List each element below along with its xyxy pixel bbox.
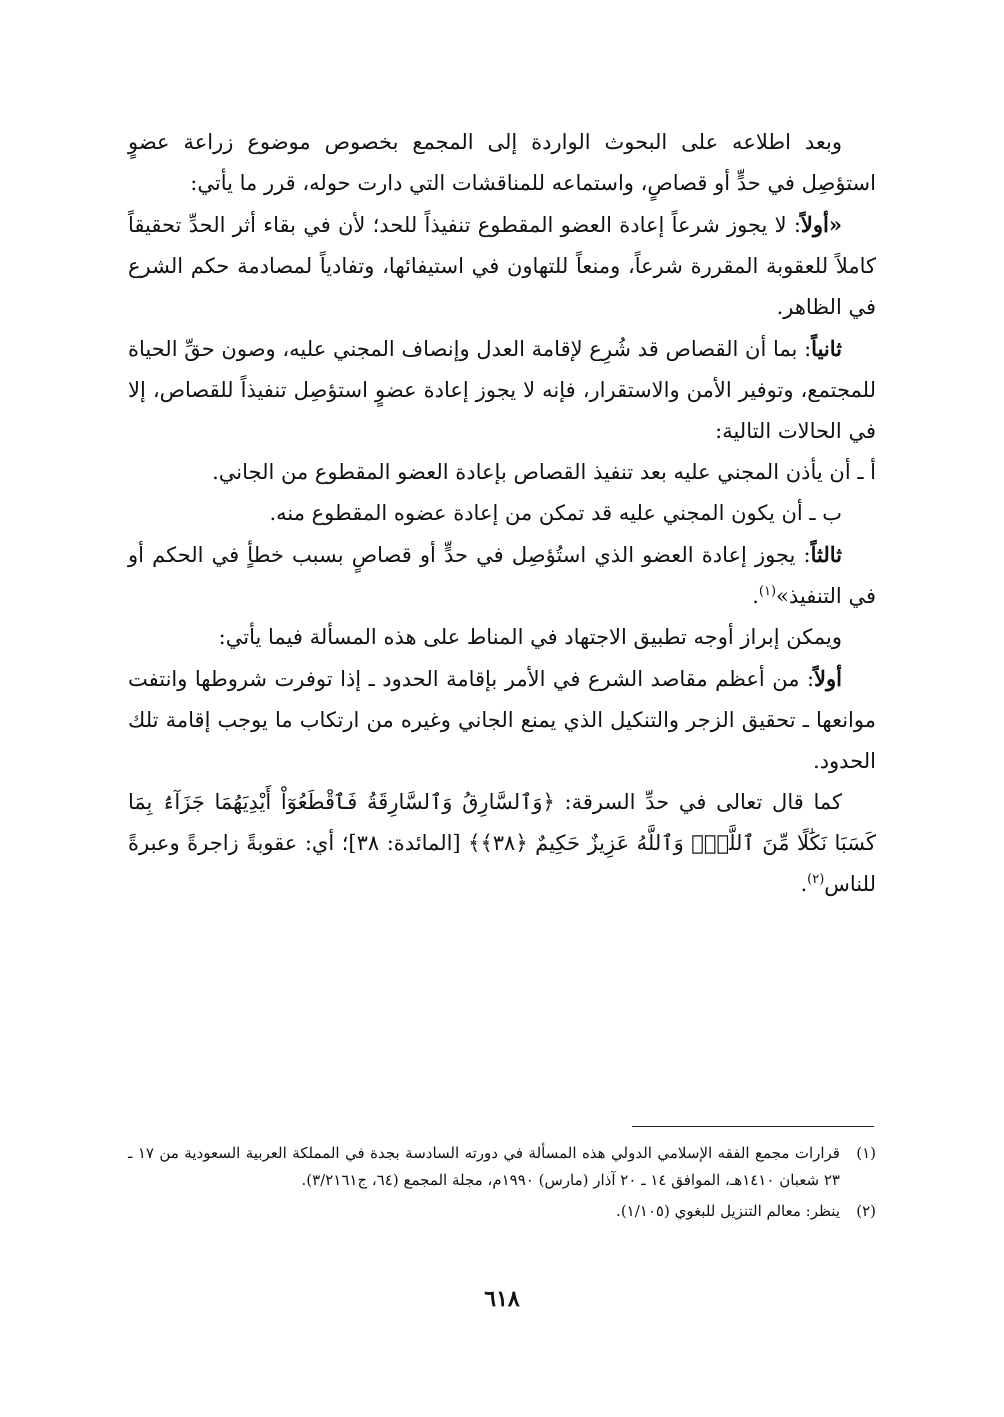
paragraph-intro-text: وبعد اطلاعه على البحوث الواردة إلى المجمع بخصوص موضوع زراعة عضوٍ استؤصِل في حدٍّ أو قصاصٍ، واستماعه للمناقشات التي دارت حوله، قرر ما يأتي: bbox=[128, 130, 876, 195]
list-item-b bbox=[128, 493, 876, 534]
paragraph-quran-citation bbox=[128, 782, 876, 905]
paragraph-first-ruling bbox=[128, 204, 876, 328]
paragraph-second-ruling bbox=[128, 328, 876, 452]
first-aspect-text: : من أعظم مقاصد الشرع في الأمر بإقامة الحدود ـ إذا توفرت شروطها وانتفت موانعها ـ تحقيق الزجر والتنكيل الذي يمنع الجاني وغيره من ارتكاب ما يوجب إقامة تلك الحدود. bbox=[128, 667, 876, 773]
first-ruling-heading: «أولاً bbox=[800, 212, 842, 237]
first-ruling-text: : لا يجوز شرعاً إعادة العضو المقطوع تنفيذاً للحد؛ لأن في بقاء أثر الحدِّ تحقيقاً كاملاً للعقوبة المقررة شرعاً، ومنعاً للتهاون في استيفائها، وتفادياً لمصادمة حكم الشرع في الظاهر. bbox=[128, 213, 876, 319]
paragraph-third-ruling bbox=[128, 534, 876, 617]
footnote-number: (١) bbox=[856, 1144, 876, 1162]
page-number: ٦١٨ bbox=[484, 1286, 520, 1312]
footnote-ref-2[interactable]: (٢) bbox=[807, 872, 825, 887]
paragraph-application bbox=[128, 617, 876, 658]
quran-intro-text: كما قال تعالى في حدِّ السرقة: bbox=[554, 790, 842, 814]
quran-paragraph-end: . bbox=[800, 872, 808, 896]
footnote-text: قرارات مجمع الفقه الإسلامي الدولي هذه المسألة في دورته السادسة بجدة في المملكة العربية السعودية من ١٧ ـ ٢٣ شعبان ١٤١٠هـ، الموافق ١٤ ـ ٢٠ آذار (مارس) ١٩٩٠م، مجلة المجمع (٦٤، ج٣/٢١٦١). bbox=[128, 1144, 840, 1189]
list-item-a bbox=[128, 452, 876, 493]
second-ruling-text: : بما أن القصاص قد شُرِع لإقامة العدل وإنصاف المجني عليه، وصون حقِّ الحياة للمجتمع، وتوفير الأمن والاستقرار، فإنه لا يجوز إعادة عضوٍ استؤصِل تنفيذاً للقصاص، إلا في الحالات التالية: bbox=[128, 337, 876, 443]
main-text bbox=[128, 122, 876, 905]
third-ruling-text: : يجوز إعادة العضو الذي استُؤصِل في حدٍّ أو قصاصٍ بسبب خطأٍ في الحكم أو في التنفيذ» bbox=[128, 543, 876, 608]
paragraph-first-aspect bbox=[128, 658, 876, 782]
footnotes bbox=[128, 1140, 876, 1229]
footnote-text: ينظر: معالم التنزيل للبغوي (١/١٠٥). bbox=[616, 1202, 840, 1220]
second-ruling-heading: ثانياً bbox=[811, 336, 842, 361]
list-item-b-text: ب ـ أن يكون المجني عليه قد تمكن من إعادة عضوه المقطوع منه. bbox=[269, 501, 842, 525]
quran-explanation-text: [المائدة: ٣٨]؛ أي: عقوبةً زاجرةً وعبرةً للناس bbox=[128, 831, 876, 896]
footnote-1 bbox=[128, 1140, 876, 1194]
first-aspect-heading: أولاً bbox=[814, 666, 842, 691]
footnote-divider bbox=[632, 1126, 874, 1127]
quran-verse: ﴿وَٱلسَّارِقُ وَٱلسَّارِقَةُ فَٱقْطَعُوٓاْ أَيْدِيَهُمَا جَزَآءَۢ بِمَا كَسَبَا نَكَٰلًا مِّنَ ٱللَّهِۗ وَٱللَّهُ عَزِيزٌ حَكِيمٌ ﴿٣٨﴾﴾ bbox=[128, 790, 876, 855]
third-ruling-heading: ثالثاً bbox=[810, 542, 842, 567]
footnote-number: (٢) bbox=[856, 1202, 876, 1220]
list-item-a-text: أ ـ أن يأذن المجني عليه بعد تنفيذ القصاص بإعادة العضو المقطوع من الجاني. bbox=[212, 460, 876, 484]
third-ruling-end: . bbox=[752, 584, 759, 608]
paragraph-intro bbox=[128, 122, 876, 204]
paragraph-application-text: ويمكن إبراز أوجه تطبيق الاجتهاد في المناط على هذه المسألة فيما يأتي: bbox=[218, 625, 842, 649]
footnote-ref-1[interactable]: (١) bbox=[758, 584, 777, 599]
footnote-2 bbox=[128, 1198, 876, 1225]
